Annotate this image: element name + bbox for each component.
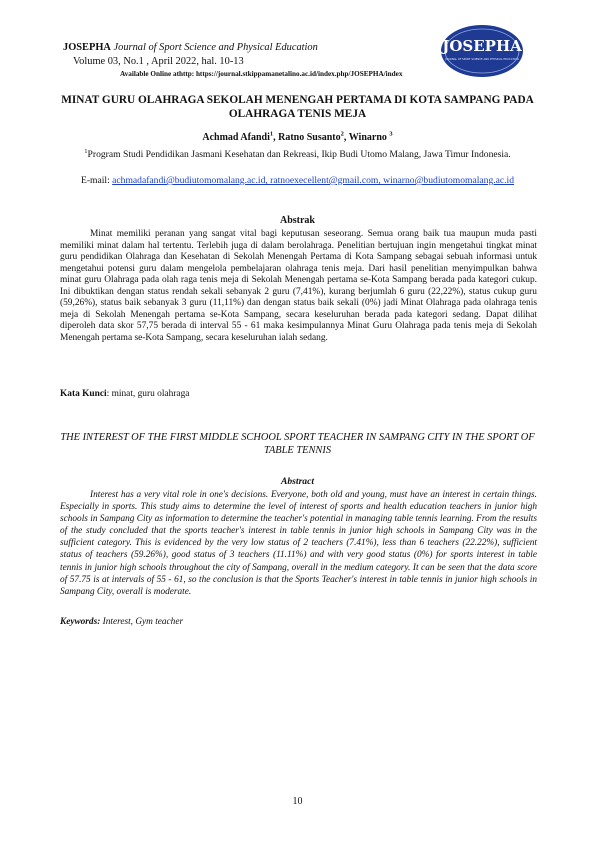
- kata-kunci-label: Kata Kunci: [60, 389, 107, 399]
- journal-logo: [440, 24, 524, 78]
- affiliation: [80, 149, 515, 162]
- author-name: Ratno Susanto: [278, 132, 341, 143]
- author-separator: ,: [343, 132, 349, 143]
- journal-subtitle: Journal of Sport Science and Physical Education: [110, 42, 318, 53]
- keywords-values: Interest, Gym teacher: [100, 617, 184, 627]
- available-online-link[interactable]: Available Online athttp: https://journal.stkippamanetalino.ac.id/index.php/JOSEPHA/index: [120, 70, 403, 78]
- author-list: [60, 132, 535, 143]
- kata-kunci: [60, 389, 189, 399]
- kata-kunci-values: : minat, guru olahraga: [106, 389, 190, 399]
- english-title: THE INTEREST OF THE FIRST MIDDLE SCHOOL SPORT TEACHER IN SAMPANG CITY IN THE SPORT OF TABLE TENNIS: [60, 432, 535, 456]
- author-sup: 2: [340, 130, 344, 138]
- email-label: E-mail:: [80, 175, 113, 186]
- keywords: [60, 617, 183, 627]
- author-name: Winarno: [348, 132, 390, 143]
- author-sup: 3: [389, 130, 393, 138]
- abstract-body: Interest has a very vital role in one's decisions. Everyone, both old and young, must have an interest in certain things. Especially in sports. This study aims to determine the level of interest of sports and health education teachers in junior high schools in Sampang City as information to determine the teacher's potential in managing table tennis learning. From the results of the study concluded that the sports teacher's interest in table tennis in junior high schools in Sampang City was in the sufficient category. This is evidenced by the very low status of 2 teachers (7.41%), less than 6 teachers (22.22%), sufficient status of teachers (59.26%), good status of 3 teachers (11.11%) and with very good status (0%) for sports interest in table tennis in junior high schools throughout the city of Sampang, overall in the medium category. It can be seen that the data score of 57.75 is at intervals of 55 - 61, so the conclusion is that the Sports Teacher's interest in table tennis in junior high schools in Sampang City, overall is moderate.: [60, 490, 537, 597]
- volume-info: Volume 03, No.1 , April 2022, hal. 10-13: [73, 56, 244, 67]
- affiliation-text: Program Studi Pendidikan Jasmani Kesehatan dan Rekreasi, Ikip Budi Utomo Malang, Jawa Timur Indonesia.: [87, 149, 511, 160]
- author-name: Achmad Afandi: [202, 132, 270, 143]
- author-separator: ,: [273, 132, 279, 143]
- email-links[interactable]: achmadafandi@budiutomomalang.ac.id, ratnoexecellent@gmail.com, winarno@budiutomomalang.ac.id: [112, 175, 515, 186]
- journal-header: [63, 42, 318, 53]
- abstrak-heading: Abstrak: [279, 215, 315, 226]
- affiliation-sup: 1: [84, 147, 88, 155]
- abstrak-body: Minat memiliki peranan yang sangat vital bagi keputusan seseorang. Semua orang baik tua maupun muda pasti memiliki minat dalam hal tertentu. Terlebih juga di dalam berolahraga. Penelitian bertujuan ingin mengetahui tingkat minat guru pendidikan Olahraga dan Kesehatan di Sekolah Menengah Pertama di Kota Sampang sebagai sebuah informasi untuk mengetahui potensi guru dalam mengelola pembelajaran olahraga tenis meja. Dari hasil penelitian menyimpulkan bahwa minat guru Olahraga pada olah raga tenis meja di Sekolah Menengah pertama se-Kota Sampang berada pada kategori cukup. Ini dibuktikan dengan status rendah sekali sebanyak 2 guru (7,41%), kurang berjumlah 6 guru (22,22%), status cukup guru (59,26%), status baik sebanyak 3 guru (11,11%) dan dengan status baik sekali (0%) jadi Minat Olahraga pada olahraga tenis meja di Sekolah Menengah pertama se-Kota Sampang, secara keseluruhan berada pada kategori sedang. Dapat dilihat diperoleh data skor 57,75 berada di interval 55 - 61 maka kesimpulannya Minat Guru Olahraga pada tenis meja di Sekolah Menengah pertama se-Kota Sampang, secara keseluruhan ialah sedang.: [60, 229, 537, 343]
- author-sup: 1: [269, 130, 274, 138]
- keywords-label: Keywords:: [60, 617, 101, 627]
- logo-small-text: JOURNAL OF SPORT SCIENCE AND PHYSICAL EDUCATION: [445, 58, 519, 61]
- page-number: 10: [292, 796, 303, 807]
- logo-text: JOSEPHA: [442, 37, 522, 55]
- email-line: [80, 175, 515, 188]
- josepha-logo-icon: [440, 24, 524, 78]
- journal-name: JOSEPHA: [63, 42, 111, 53]
- article-title: MINAT GURU OLAHRAGA SEKOLAH MENENGAH PERTAMA DI KOTA SAMPANG PADA OLAHRAGA TENIS MEJA: [61, 94, 534, 120]
- abstract-heading: Abstract: [280, 476, 315, 487]
